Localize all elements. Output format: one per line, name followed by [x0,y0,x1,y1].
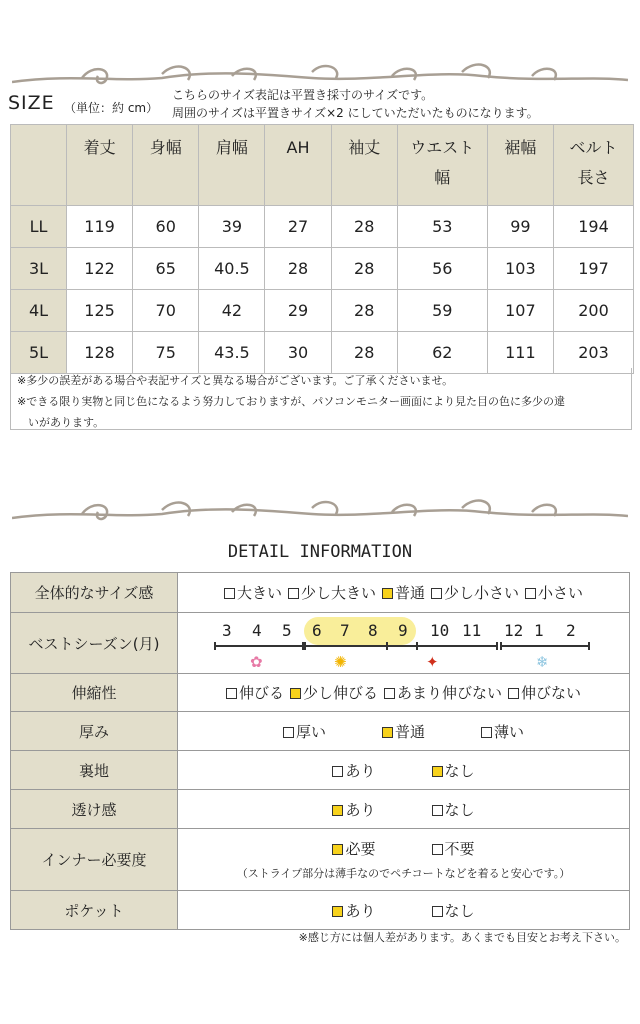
ornament-divider-detail [12,496,628,526]
option-item [525,584,583,602]
empty-box-icon [283,727,294,738]
size-cell: 28 [265,248,331,290]
option-item [508,684,581,702]
size-cell: 197 [554,248,634,290]
empty-box-icon [481,727,492,738]
option-label: あり [345,761,376,780]
option-label: あり [345,901,376,920]
size-cell: 43.5 [199,332,265,374]
maple-leaf-icon: ✦ [426,653,439,671]
empty-box-icon [288,588,299,599]
option-item [481,723,524,741]
season-cell [178,613,630,674]
size-cell: 200 [554,290,634,332]
size-table-corner [11,125,67,206]
empty-box-icon [332,766,343,777]
option-item [332,902,375,920]
size-column-header [487,125,553,206]
checked-box-icon [432,766,443,777]
detail-options [178,751,630,790]
size-column-header-line: AH [286,138,310,157]
empty-box-icon [224,588,235,599]
detail-row-stretch [11,674,630,712]
option-label: 伸びない [521,684,582,702]
size-cell: 53 [397,206,487,248]
season-range-tick [496,642,498,650]
size-row-label: 3L [11,248,67,290]
size-cell: 56 [397,248,487,290]
size-column-header-line: 裾幅 [504,138,537,157]
option-item [432,902,475,920]
detail-label: ポケット [11,891,178,930]
option-item [288,584,376,602]
option-item [382,584,425,602]
detail-row-thickness [11,712,630,751]
option-label: 普通 [394,584,425,602]
detail-table [10,572,630,930]
checked-box-icon [332,844,343,855]
snowflake-icon: ❄ [536,653,549,671]
option-label: あまり伸びない [397,684,503,702]
season-month: 10 [430,621,450,640]
size-cell: 203 [554,332,634,374]
size-column-header-line: 着丈 [83,138,116,157]
checked-box-icon [382,727,393,738]
option-label: なし [444,800,475,819]
option-item [432,801,475,819]
season-month: 5 [282,621,292,640]
size-cell: 99 [487,206,553,248]
empty-box-icon [226,688,237,699]
size-column-header [397,125,487,206]
inner-options [178,838,629,859]
option-item [332,840,375,858]
option-label: 必要 [345,840,376,858]
season-month: 6 [312,621,322,640]
size-cell: 125 [67,290,133,332]
size-cell: 39 [199,206,265,248]
option-item [224,584,282,602]
option-item [332,762,375,780]
size-cell: 42 [199,290,265,332]
season-range-tick [500,642,502,650]
empty-box-icon [525,588,536,599]
option-item [283,723,326,741]
checked-box-icon [332,805,343,816]
season-month: 1 [534,621,544,640]
size-cell: 28 [331,290,397,332]
option-label: 小さい [538,584,584,602]
season-range-line [214,645,302,647]
size-cell: 65 [133,248,199,290]
detail-label: 全体的なサイズ感 [11,573,178,613]
size-column-header [265,125,331,206]
size-row-label: 4L [11,290,67,332]
size-note-flat: こちらのサイズ表記は平置き採寸のサイズです。 [172,88,434,102]
detail-title: DETAIL INFORMATION [227,542,413,562]
season-months [178,613,629,673]
option-label: 少し小さい [444,584,520,602]
detail-label: 伸縮性 [11,674,178,712]
size-column-header-line: 身幅 [149,138,182,157]
detail-row-size-feel [11,573,630,613]
detail-row-lining [11,751,630,790]
season-month: 7 [340,621,350,640]
size-row [11,290,634,332]
option-item [226,684,284,702]
option-label: 少し大きい [300,584,376,602]
option-label: 厚い [295,722,326,741]
empty-box-icon [508,688,519,699]
size-row [11,206,634,248]
option-label: 不要 [444,840,475,858]
flower-icon: ✿ [250,653,263,671]
size-note-line: いがあります。 [17,416,105,429]
option-item [332,801,375,819]
option-item [431,584,519,602]
size-cell: 122 [67,248,133,290]
detail-label: 透け感 [11,790,178,829]
detail-options [178,573,630,613]
option-item [432,762,475,780]
option-label: あり [345,800,376,819]
size-column-header [554,125,634,206]
size-cell: 40.5 [199,248,265,290]
sun-icon: ✺ [334,653,347,671]
season-month: 8 [368,621,378,640]
empty-box-icon [432,906,443,917]
size-row-label: 5L [11,332,67,374]
season-range-tick [304,642,306,650]
size-cell: 111 [487,332,553,374]
size-note-line: ※できる限り実物と同じ色になるよう努力しておりますが、パソコンモニター画面により見た目の色に多少の違 [17,395,565,408]
empty-box-icon [432,844,443,855]
size-row [11,248,634,290]
size-note-circumference: 周囲のサイズは平置きサイズ×2 にしていただいたものになります。 [172,106,539,120]
option-label: なし [444,901,475,920]
checked-box-icon [382,588,393,599]
size-column-header-line: 長さ [577,168,610,187]
season-month: 9 [398,621,408,640]
season-month: 4 [252,621,262,640]
season-month: 2 [566,621,576,640]
detail-label: インナー必要度 [11,829,178,891]
size-note-line: ※多少の誤差がある場合や表記サイズと異なる場合がございます。ご了承くださいませ。 [17,374,454,387]
size-column-header [199,125,265,206]
season-month: 3 [222,621,232,640]
size-column-header-line: 肩幅 [215,138,248,157]
detail-label: ベストシーズン(月) [11,613,178,674]
option-label: 大きい [236,584,282,602]
size-cell: 60 [133,206,199,248]
season-range-line [500,645,588,647]
size-cell: 62 [397,332,487,374]
size-column-header-line: 幅 [434,168,451,187]
checked-box-icon [332,906,343,917]
size-cell: 128 [67,332,133,374]
season-range-tick [386,642,388,650]
size-cell: 28 [331,248,397,290]
size-cell: 59 [397,290,487,332]
option-label: 普通 [394,722,425,741]
size-column-header [331,125,397,206]
detail-options [178,790,630,829]
option-label: 少し伸びる [302,684,378,702]
size-row-label: LL [11,206,67,248]
detail-row-pocket [11,891,630,930]
size-cell: 70 [133,290,199,332]
option-item [384,684,502,702]
inner-note: （ストライプ部分は薄手なのでペチコートなどを着ると安心です。） [236,867,571,880]
empty-box-icon [432,805,443,816]
option-item [290,684,378,702]
size-column-header [67,125,133,206]
size-column-header [133,125,199,206]
season-range-tick [588,642,590,650]
size-cell: 107 [487,290,553,332]
detail-options [178,829,630,891]
detail-row-sheerness [11,790,630,829]
size-cell: 28 [331,332,397,374]
size-cell: 28 [331,206,397,248]
size-cell: 119 [67,206,133,248]
option-label: 伸びる [238,684,284,702]
season-range-tick [214,642,216,650]
empty-box-icon [384,688,395,699]
detail-options [178,891,630,930]
season-month: 11 [462,621,482,640]
season-range-line [386,645,496,647]
size-column-header-line: 袖丈 [348,138,381,157]
season-month: 12 [504,621,524,640]
size-cell: 194 [554,206,634,248]
size-column-header-line: ベルト [569,138,618,157]
detail-footnote: ※感じ方には個人差があります。あくまでも目安とお考え下さい。 [298,931,626,944]
size-title: SIZE [8,92,55,114]
option-item [432,840,475,858]
size-cell: 29 [265,290,331,332]
size-cell: 103 [487,248,553,290]
detail-label: 裏地 [11,751,178,790]
checked-box-icon [290,688,301,699]
option-label: 薄い [494,722,525,741]
detail-row-inner [11,829,630,891]
option-item [382,723,425,741]
empty-box-icon [431,588,442,599]
size-cell: 75 [133,332,199,374]
detail-options [178,674,630,712]
size-notes [10,368,632,430]
size-table [10,124,634,374]
size-column-header-line: ウエスト [410,138,475,157]
size-unit: （単位：約 cm） [64,101,159,115]
size-cell: 27 [265,206,331,248]
detail-options [178,712,630,751]
size-table-header [11,125,634,206]
option-label: なし [444,761,475,780]
size-cell: 30 [265,332,331,374]
detail-row-best-season [11,613,630,674]
detail-label: 厚み [11,712,178,751]
